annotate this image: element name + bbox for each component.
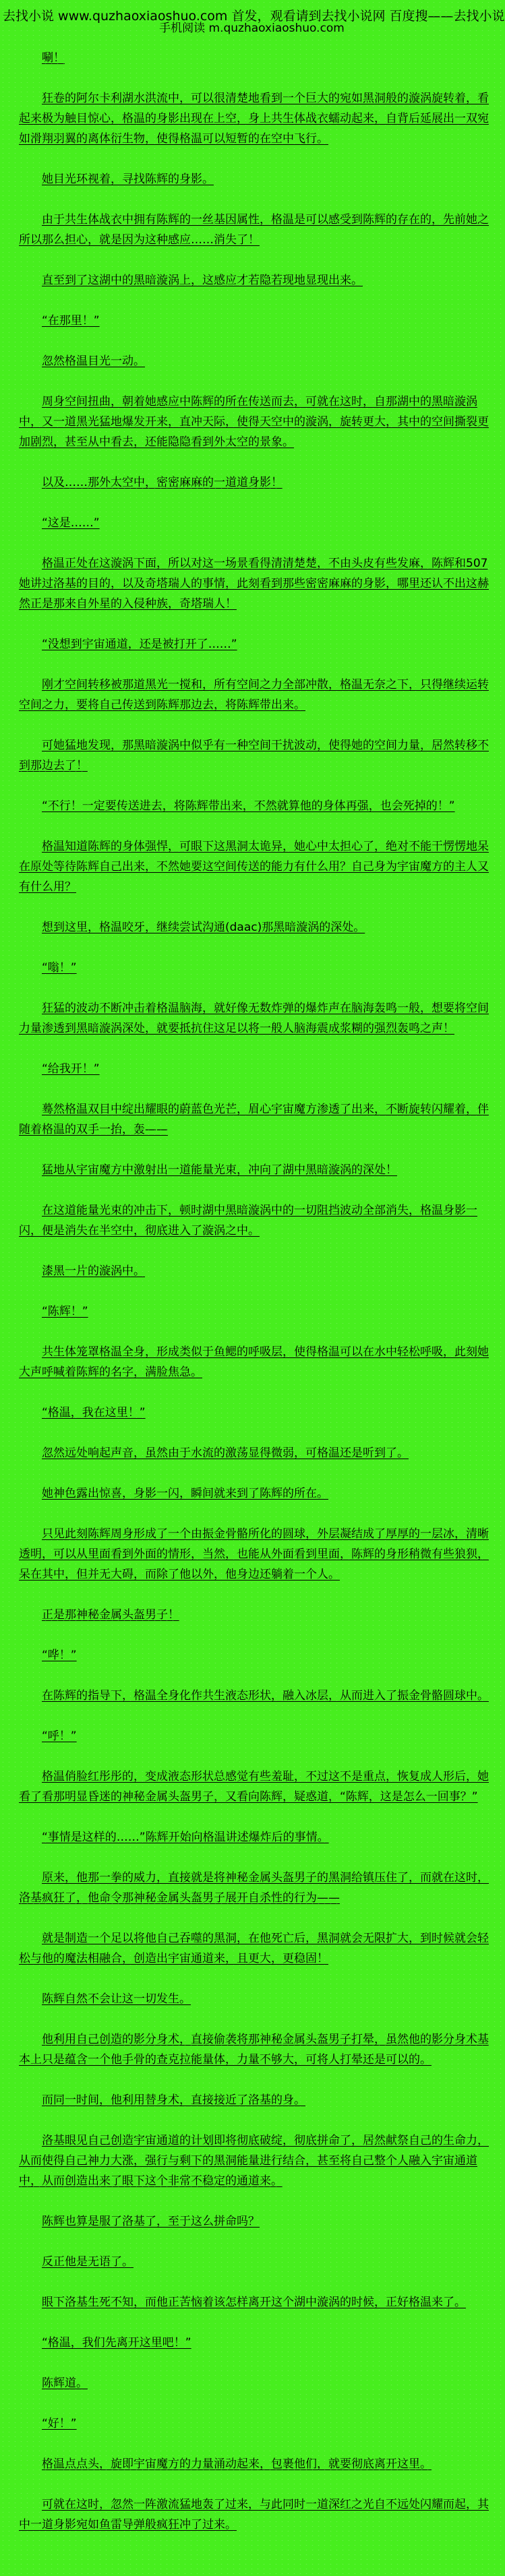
novel-paragraph: 忽然远处响起声音，虽然由于水流的激荡显得微弱，可格温还是听到了。 <box>42 1446 409 1460</box>
novel-paragraph: 以及……那外太空中，密密麻麻的一道道身影！ <box>42 476 283 489</box>
novel-paragraph: 陈辉自然不会让这一切发生。 <box>42 1992 191 2006</box>
novel-paragraph: 格温正处在这漩涡下面，所以对这一场景看得清清楚楚，不由头皮有些发麻，陈辉和507她讲过洛基的目的，以及奇塔瑞人的事情，此刻看到那些密密麻麻的身影，哪里还认不出这赫然正是那来自外星的入侵种族，奇塔瑞人！ <box>19 557 489 611</box>
novel-paragraph: 陈辉也算是服了洛基了，至于这么拼命吗？ <box>42 2215 260 2228</box>
novel-paragraph: 陈辉道。 <box>42 2376 88 2390</box>
novel-paragraph: 唰！ <box>42 51 65 65</box>
novel-paragraph: 狂卷的阿尔卡利湖水洪流中，可以很清楚地看到一个巨大的宛如黑洞般的漩涡旋转着，看起来极为触目惊心，格温的身影出现在上空，身上共生体战衣蠕动起来，自背后延展出一双宛如滑翔羽翼的离体衍生物，使得格温可以短暂的在空中飞行。 <box>19 92 489 146</box>
novel-paragraph: 周身空间扭曲，朝着她感应中陈辉的所在传送而去，可就在这时，自那湖中的黑暗漩涡中，又一道黑光猛地爆发开来，直冲天际，使得天空中的漩涡，旋转更大，其中的空间撕裂更加剧烈，甚至从中看去，还能隐隐看到外太空的景象。 <box>19 395 489 449</box>
novel-paragraph: “呼！” <box>42 1729 77 1743</box>
novel-paragraph: “格温，我们先离开这里吧！” <box>42 2336 191 2350</box>
novel-paragraph: 格温知道陈辉的身体强悍，可眼下这黑洞太诡异，她心中太担心了，绝对不能干愣愣地呆在原处等待陈辉自己出来，不然她要这空间传送的能力有什么用？自己身为宇宙魔方的主人又有什么用？ <box>19 840 489 894</box>
novel-paragraph: “不行！一定要传送进去，将陈辉带出来，不然就算他的身体再强，也会死掉的！” <box>42 799 455 813</box>
site-promo-line2-clipped <box>0 22 504 35</box>
novel-paragraph: “嗡！” <box>42 961 77 975</box>
novel-paragraph: 她目光环视着，寻找陈辉的身影。 <box>42 173 214 186</box>
novel-paragraph: 洛基眼见自己创造宇宙通道的计划即将彻底破绽，彻底拼命了，居然献祭自己的生命力，从而使得自己神力大涨，强行与剩下的黑洞能量进行结合，甚至将自己整个人融入宇宙通道中，从而创造出来了眼下这个非常不稳定的通道来。 <box>19 2134 489 2188</box>
novel-paragraph: “陈辉！” <box>42 1305 88 1318</box>
site-promo-header <box>0 0 505 35</box>
novel-paragraph: 格温俏脸红彤彤的，变成液态形状总感觉有些羞耻，不过这不是重点，恢复成人形后，她看了看那明显昏迷的神秘金属头盔男子，又看向陈辉，疑惑道，“陈辉，这是怎么一回事？” <box>19 1770 489 1804</box>
novel-paragraph: 眼下洛基生死不知，而他正苦恼着该怎样离开这个湖中漩涡的时候，正好格温来了。 <box>42 2296 466 2309</box>
novel-paragraph: 狂猛的波动不断冲击着格温脑海，就好像无数炸弹的爆炸声在脑海轰鸣一般，想要将空间力量渗透到黑暗漩涡深处，就要抵抗住这足以将一般人脑海震成浆糊的强烈轰鸣之声！ <box>19 1002 489 1035</box>
novel-paragraph: 直至到了这湖中的黑暗漩涡上，这感应才若隐若现地显现出来。 <box>42 274 363 287</box>
novel-paragraph: 可她猛地发现，那黑暗漩涡中似乎有一种空间干扰波动，使得她的空间力量，居然转移不到那边去了！ <box>19 739 489 772</box>
novel-paragraph: 而同一时间，他利用替身术，直接接近了洛基的身。 <box>42 2093 305 2107</box>
novel-paragraph: 在这道能量光束的冲击下，顿时湖中黑暗漩涡中的一切阻挡波动全部消失，格温身影一闪，便是消失在半空中，彻底进入了漩涡之中。 <box>19 1204 477 1237</box>
novel-paragraph: 他利用自己创造的影分身术，直接偷袭将那神秘金属头盔男子打晕，虽然他的影分身术基本上只是蕴含一个他手骨的查克拉能量体，力量不够大，可将人打晕还是可以的。 <box>19 2033 489 2066</box>
novel-paragraph: 由于共生体战衣中拥有陈辉的一丝基因属性，格温是可以感受到陈辉的存在的，先前她之所以那么担心，就是因为这种感应……消失了！ <box>19 213 489 247</box>
novel-paragraph: 她神色露出惊喜，身影一闪，瞬间就来到了陈辉的所在。 <box>42 1487 328 1500</box>
novel-paragraph: 正是那神秘金属头盔男子！ <box>42 1608 179 1622</box>
novel-paragraph: “哗！” <box>42 1649 77 1662</box>
novel-paragraph: 漆黑一片的漩涡中。 <box>42 1264 145 1278</box>
novel-paragraph: 刚才空间转移被那道黑光一搅和，所有空间之力全部冲散，格温无奈之下，只得继续运转空间之力，要将自己传送到陈辉那边去，将陈辉带出来。 <box>19 678 489 712</box>
novel-paragraph: 猛地从宇宙魔方中激射出一道能量光束，冲向了湖中黑暗漩涡的深处！ <box>42 1163 397 1177</box>
novel-paragraph: “没想到宇宙通道，还是被打开了……” <box>42 638 237 651</box>
novel-paragraph: 想到这里，格温咬牙，继续尝试沟通(daac)那黑暗漩涡的深处。 <box>42 921 365 934</box>
novel-paragraph: “格温，我在这里！” <box>42 1406 146 1419</box>
novel-paragraph: 忽然格温目光一动。 <box>42 355 145 368</box>
novel-paragraph: “这是……” <box>42 516 100 530</box>
novel-paragraph: 格温点点头，旋即宇宙魔方的力量涌动起来，包裹他们，就要彻底离开这里。 <box>42 2457 432 2471</box>
novel-paragraph: 反正他是无语了。 <box>42 2255 133 2269</box>
novel-paragraph: 原来，他那一拳的威力，直接就是将神秘金属头盔男子的黑洞给镇压住了，而就在这时，洛基疯狂了，他命令那神秘金属头盔男子展开自杀性的行为—— <box>19 1871 489 1905</box>
novel-paragraph: “在那里！” <box>42 314 100 328</box>
novel-paragraph: 可就在这时，忽然一阵激流猛地轰了过来，与此同时一道深红之光自不远处闪耀而起，其中一道身影宛如鱼雷导弹般疯狂冲了过来。 <box>19 2498 489 2532</box>
novel-paragraph: “事情是这样的……”陈辉开始向格温讲述爆炸后的事情。 <box>42 1831 329 1844</box>
mobile-site-url: 手机阅读 m.quzhaoxiaoshuo.com <box>159 22 345 35</box>
novel-paragraph: “给我开！” <box>42 1062 100 1076</box>
novel-paragraph: 共生体笼罩格温全身，形成类似于鱼鳃的呼吸层，使得格温可以在水中轻松呼吸，此刻她大声呼喊着陈辉的名字，满脸焦急。 <box>19 1345 489 1379</box>
novel-paragraph: 只见此刻陈辉周身形成了一个由振金骨骼所化的圆球，外层凝结成了厚厚的一层冰，清晰透明，可以从里面看到外面的情形，当然，也能从外面看到里面，陈辉的身形稍微有些狼狈，呆在其中，但并无大碍，而除了他以外，他身边还躺着一个人。 <box>19 1527 489 1581</box>
novel-text-body <box>0 30 504 2569</box>
novel-paragraph: 在陈辉的指导下，格温全身化作共生液态形状，融入冰层，从而进入了振金骨骼圆球中。 <box>42 1689 489 1703</box>
novel-paragraph: “好！” <box>42 2417 77 2430</box>
novel-paragraph: 蓦然格温双目中绽出耀眼的蔚蓝色光芒，眉心宇宙魔方渗透了出来，不断旋转闪耀着，伴随着格温的双手一抬，轰—— <box>19 1103 489 1136</box>
novel-paragraph: 就是制造一个足以将他自己吞噬的黑洞，在他死亡后，黑洞就会无限扩大，到时候就会轻松与他的魔法相融合，创造出宇宙通道来，且更大，更稳固！ <box>19 1932 489 1965</box>
site-promo-line: 去找小说 www.quzhaoxiaoshuo.com 首发，观看请到去找小说网 百度搜——去找小说 <box>3 9 505 24</box>
